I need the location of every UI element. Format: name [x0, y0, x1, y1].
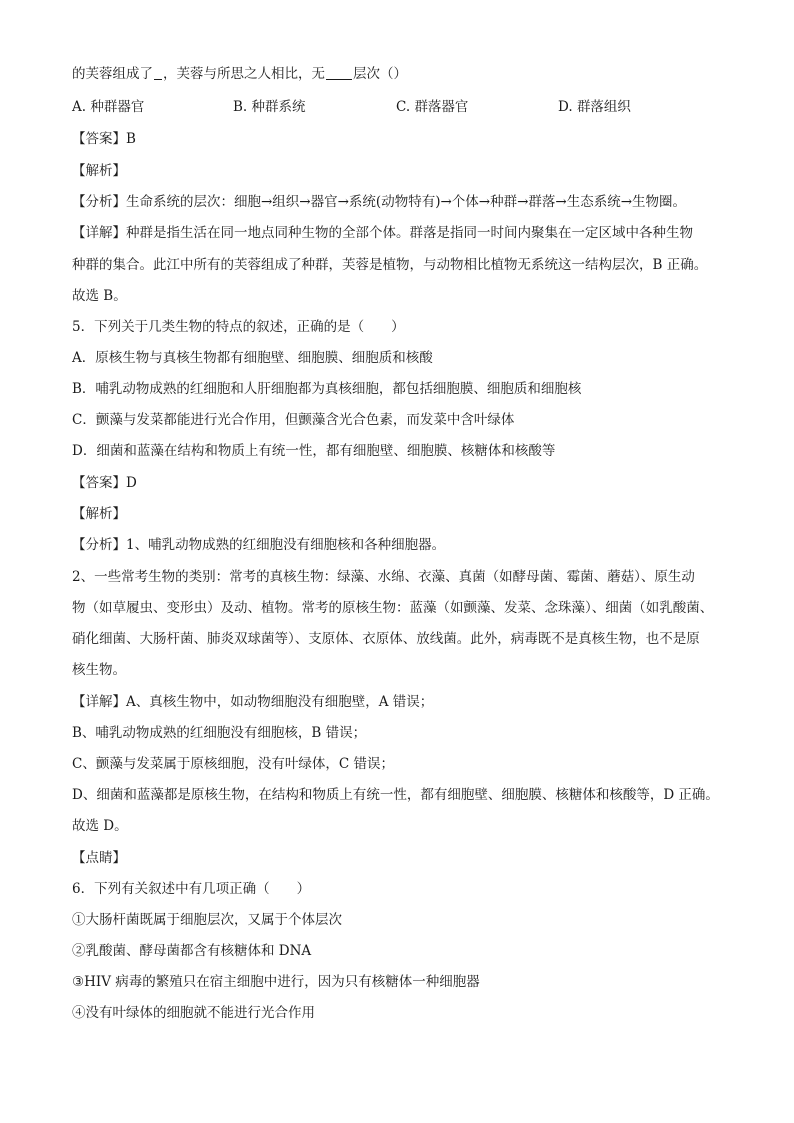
- q5-option-d: D．细菌和蓝藻在结构和物质上有统一性，都有细胞壁、细胞膜、核糖体和核酸等: [72, 443, 556, 459]
- q4-answer: 【答案】B: [72, 131, 136, 147]
- q4-option-c: C. 群落器官: [396, 99, 469, 115]
- q4-option-d: D. 群落组织: [558, 99, 631, 115]
- q4-stem: [72, 64, 732, 84]
- q5-xiangjie-d: D、细菌和蓝藻都是原核生物，在结构和物质上有统一性，都有细胞壁、细胞膜、核糖体和核酸等，D 正确。: [72, 787, 719, 803]
- q4-fenxi: 【分析】生命系统的层次：细胞→组织→器官→系统(动物特有)→个体→种群→群落→生态系统→生物圈。: [72, 194, 687, 210]
- q4-option-b: B. 种群系统: [233, 99, 306, 115]
- q5-fenxi-line4: 硝化细菌、大肠杆菌、肺炎双球菌等）、支原体、衣原体、放线菌。此外，病毒既不是真核生物，也不是原: [72, 631, 700, 647]
- q5-answer: 【答案】D: [72, 475, 137, 491]
- q5-xiangjie-a: 【详解】A、真核生物中，如动物细胞没有细胞壁，A 错误；: [72, 694, 434, 710]
- answer-blank: [154, 65, 162, 80]
- q5-conclusion: 故选 D。: [72, 818, 128, 834]
- q5-analysis-heading: 【解析】: [72, 506, 126, 522]
- answer-blank: [326, 65, 352, 80]
- q6-item-4: ④没有叶绿体的细胞就不能进行光合作用: [72, 1005, 315, 1021]
- q4-xiangjie-line1: 【详解】种群是指生活在同一地点同种生物的全部个体。群落是指同一时间内聚集在一定区域中各种生物: [72, 225, 693, 241]
- q5-option-a: A．原核生物与真核生物都有细胞壁、细胞膜、细胞质和核酸: [72, 350, 433, 366]
- q5-xiangjie-c: C、颤藻与发菜属于原核细胞，没有叶绿体，C 错误；: [72, 756, 394, 772]
- q4-conclusion: 故选 B。: [72, 288, 127, 304]
- q6-item-3: ③HIV 病毒的繁殖只在宿主细胞中进行，因为只有核糖体一种细胞器: [72, 974, 480, 990]
- q5-fenxi-line2: 2、一些常考生物的类别：常考的真核生物：绿藻、水绵、衣藻、真菌（如酵母菌、霉菌、蘑菇）、原生动: [72, 569, 695, 585]
- q4-option-a: A. 种群器官: [72, 99, 145, 115]
- q5-fenxi-line5: 核生物。: [72, 662, 126, 678]
- q5-dianjing: 【点睛】: [72, 850, 126, 866]
- q5-fenxi-line1: 【分析】1、哺乳动物成熟的红细胞没有细胞核和各种细胞器。: [72, 537, 446, 553]
- q4-stem-part3: 层次（）: [353, 66, 407, 82]
- q5-fenxi-line3: 物（如草履虫、变形虫）及动、植物。常考的原核生物：蓝藻（如颤藻、发菜、念珠藻）、细菌（如乳酸菌、: [72, 600, 714, 616]
- q4-stem-part2: ，芙蓉与所思之人相比，无: [163, 66, 325, 82]
- q4-xiangjie-line2: 种群的集合。此江中所有的芙蓉组成了种群，芙蓉是植物，与动物相比植物无系统这一结构层次，B 正确。: [72, 257, 708, 273]
- q4-analysis-heading: 【解析】: [72, 163, 126, 179]
- q6-item-2: ②乳酸菌、酵母菌都含有核糖体和 DNA: [72, 943, 312, 959]
- q6-stem: 6．下列有关叙述中有几项正确（ ）: [72, 881, 311, 897]
- q5-option-b: B．哺乳动物成熟的红细胞和人肝细胞都为真核细胞，都包括细胞膜、细胞质和细胞核: [72, 381, 582, 397]
- q6-item-1: ①大肠杆菌既属于细胞层次，又属于个体层次: [72, 912, 342, 928]
- q5-stem: 5．下列关于几类生物的特点的叙述，正确的是（ ）: [72, 319, 405, 335]
- q4-stem-part1: 的芙蓉组成了: [72, 66, 153, 82]
- q5-option-c: C．颤藻与发菜都能进行光合作用，但颤藻含光合色素，而发菜中含叶绿体: [72, 412, 515, 428]
- q5-xiangjie-b: B、哺乳动物成熟的红细胞没有细胞核，B 错误；: [72, 725, 367, 741]
